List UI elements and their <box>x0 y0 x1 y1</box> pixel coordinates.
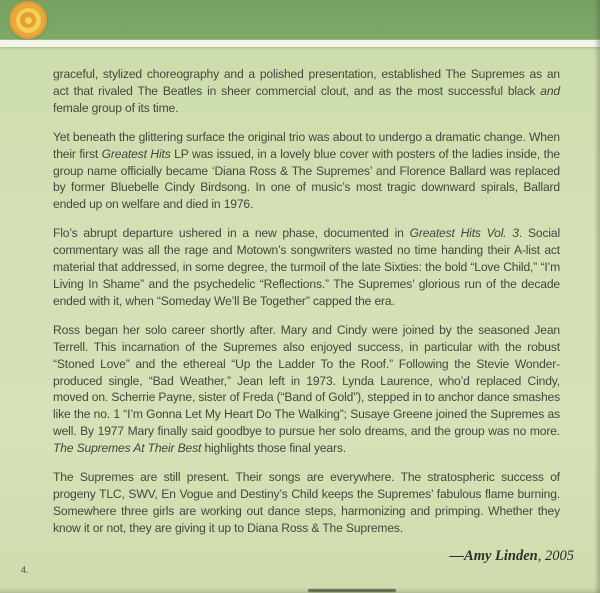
logo-center-dot <box>25 17 32 24</box>
byline-author: —Amy Linden <box>449 547 538 564</box>
page-number: 4. <box>21 565 29 575</box>
paragraph: The Supremes are still present. Their songs are everywhere. The stratospheric success of progeny TLC, SWV, En Vogue and Destiny’s Child keeps the Supremes’ fabulous flame burning. Somewhere three girls are working out dance steps, harmonizing and primping. Whether they know it or not, they are giving it up to Diana Ross & The Supremes. <box>53 470 560 535</box>
right-edge-shadow <box>594 0 600 593</box>
paragraph: graceful, stylized choreography and a polished presentation, established The Supremes as an act that rivaled The Beatles in sheer commercial clout, and as the most successful black and female group of its time. <box>53 67 560 115</box>
byline <box>53 548 574 565</box>
record-label-logo-icon <box>9 1 47 39</box>
top-green-band <box>0 0 600 40</box>
paragraph: Flo’s abrupt departure ushered in a new phase, documented in Greatest Hits Vol. 3. Social commentary was all the rage and Motown’s songwriters wasted no time handing their A-list act material that addressed, in some degree, the turmoil of the late Sixties: the bold “Love Child,” “I’m Living In Shame” and the psychedelic “Reflections.” The Supremes’ glorious run of the decade ended with it, when “Someday We’ll Be Together” capped the era. <box>53 226 560 308</box>
bottom-edge-shadow <box>0 588 600 593</box>
paragraph: Ross began her solo career shortly after. Mary and Cindy were joined by the seasoned Jean Terrell. This incarnation of the Supremes also enjoyed success, in particular with the robust “Stoned Love” and the ethereal “Up the Ladder To the Roof.” Following the Stevie Wonder-produced single, “Bad Weather,” Jean left in 1973. Lynda Laurence, who’d replaced Cindy, moved on. Scherrie Payne, sister of Freda (“Band of Gold”), stepped in to anchor dance smashes like the no. 1 “I’m Gonna Let My Heart Do The Walking”; Susaye Greene joined the Supremes as well. By 1977 Mary finally said goodbye to pursue her solo dreams, and the group was no more. The Supremes At Their Best highlights those final years. <box>53 322 560 456</box>
scan-artifact-bar <box>308 589 396 592</box>
liner-notes-text <box>53 66 574 565</box>
byline-year: , 2005 <box>537 547 574 564</box>
paragraphs <box>53 66 560 537</box>
paragraph: Yet beneath the glittering surface the original trio was about to undergo a dramatic change. When their first Greatest Hits LP was issued, in a lovely blue cover with posters of the ladies inside, the group name officially became ‘Diana Ross & The Supremes’ and Florence Ballard was replaced by former Bluebelle Cindy Birdsong. In one of music’s most tragic downward spirals, Ballard ended up on welfare and died in 1976. <box>53 129 560 212</box>
divider-strip <box>0 40 600 47</box>
